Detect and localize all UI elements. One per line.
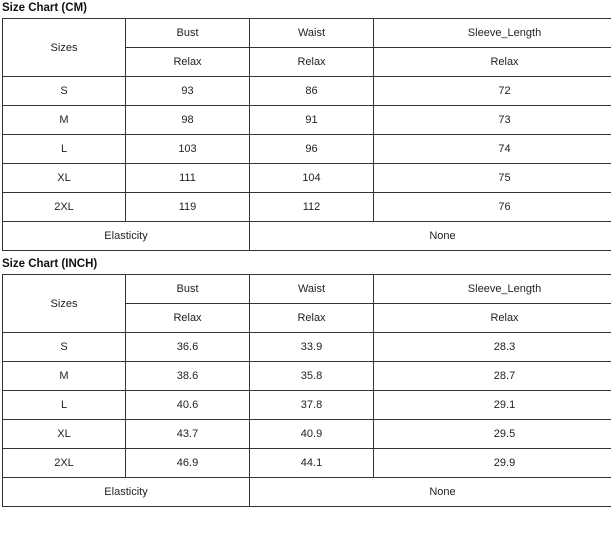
- cell-waist: 104: [250, 164, 374, 193]
- cell-bust: 43.7: [126, 420, 250, 449]
- header-sleeve-length: Sleeve_Length: [374, 19, 611, 48]
- header-sizes: Sizes: [3, 275, 126, 333]
- cell-waist: 112: [250, 193, 374, 222]
- cell-bust: 93: [126, 77, 250, 106]
- header-waist: Waist: [250, 275, 374, 304]
- size-chart-inch-table: [2, 274, 611, 507]
- table-row: [3, 391, 611, 420]
- elasticity-label: Elasticity: [3, 478, 250, 507]
- header-bust: Bust: [126, 275, 250, 304]
- elasticity-value: None: [250, 478, 611, 507]
- cell-waist: 40.9: [250, 420, 374, 449]
- cell-waist: 91: [250, 106, 374, 135]
- cell-bust: 38.6: [126, 362, 250, 391]
- cell-waist: 33.9: [250, 333, 374, 362]
- cell-bust: 119: [126, 193, 250, 222]
- cell-bust: 40.6: [126, 391, 250, 420]
- table-row: [3, 193, 611, 222]
- subheader-bust-relax: Relax: [126, 304, 250, 333]
- table-row: [3, 333, 611, 362]
- cell-sleeve-length: 29.1: [374, 391, 611, 420]
- table-row: [3, 449, 611, 478]
- table-row: [3, 106, 611, 135]
- table-row-header-top: [3, 275, 611, 304]
- row-size-label: XL: [3, 164, 126, 193]
- cell-sleeve-length: 72: [374, 77, 611, 106]
- size-chart-cm-title: Size Chart (CM): [2, 2, 87, 14]
- cell-bust: 36.6: [126, 333, 250, 362]
- row-size-label: 2XL: [3, 193, 126, 222]
- header-bust: Bust: [126, 19, 250, 48]
- cell-sleeve-length: 74: [374, 135, 611, 164]
- size-chart-inch-title: Size Chart (INCH): [2, 258, 98, 270]
- cell-sleeve-length: 29.9: [374, 449, 611, 478]
- row-size-label: XL: [3, 420, 126, 449]
- cell-sleeve-length: 73: [374, 106, 611, 135]
- row-size-label: S: [3, 77, 126, 106]
- cell-sleeve-length: 76: [374, 193, 611, 222]
- table-row-elasticity: [3, 222, 611, 251]
- row-size-label: 2XL: [3, 449, 126, 478]
- cell-bust: 103: [126, 135, 250, 164]
- header-sleeve-length: Sleeve_Length: [374, 275, 611, 304]
- table-row: [3, 135, 611, 164]
- table-row-elasticity: [3, 478, 611, 507]
- cell-sleeve-length: 28.7: [374, 362, 611, 391]
- table-row: [3, 362, 611, 391]
- cell-sleeve-length: 28.3: [374, 333, 611, 362]
- size-chart-cm-table: [2, 18, 611, 251]
- table-row: [3, 420, 611, 449]
- cell-bust: 46.9: [126, 449, 250, 478]
- cell-waist: 86: [250, 77, 374, 106]
- table-row-header-top: [3, 19, 611, 48]
- row-size-label: M: [3, 362, 126, 391]
- elasticity-value: None: [250, 222, 611, 251]
- header-waist: Waist: [250, 19, 374, 48]
- subheader-sleeve-relax: Relax: [374, 48, 611, 77]
- header-sizes: Sizes: [3, 19, 126, 77]
- cell-waist: 44.1: [250, 449, 374, 478]
- table-row: [3, 77, 611, 106]
- cell-waist: 37.8: [250, 391, 374, 420]
- elasticity-label: Elasticity: [3, 222, 250, 251]
- row-size-label: L: [3, 391, 126, 420]
- subheader-waist-relax: Relax: [250, 304, 374, 333]
- row-size-label: M: [3, 106, 126, 135]
- cell-sleeve-length: 75: [374, 164, 611, 193]
- cell-bust: 111: [126, 164, 250, 193]
- row-size-label: L: [3, 135, 126, 164]
- cell-bust: 98: [126, 106, 250, 135]
- subheader-waist-relax: Relax: [250, 48, 374, 77]
- cell-waist: 35.8: [250, 362, 374, 391]
- subheader-bust-relax: Relax: [126, 48, 250, 77]
- cell-waist: 96: [250, 135, 374, 164]
- table-row: [3, 164, 611, 193]
- row-size-label: S: [3, 333, 126, 362]
- subheader-sleeve-relax: Relax: [374, 304, 611, 333]
- cell-sleeve-length: 29.5: [374, 420, 611, 449]
